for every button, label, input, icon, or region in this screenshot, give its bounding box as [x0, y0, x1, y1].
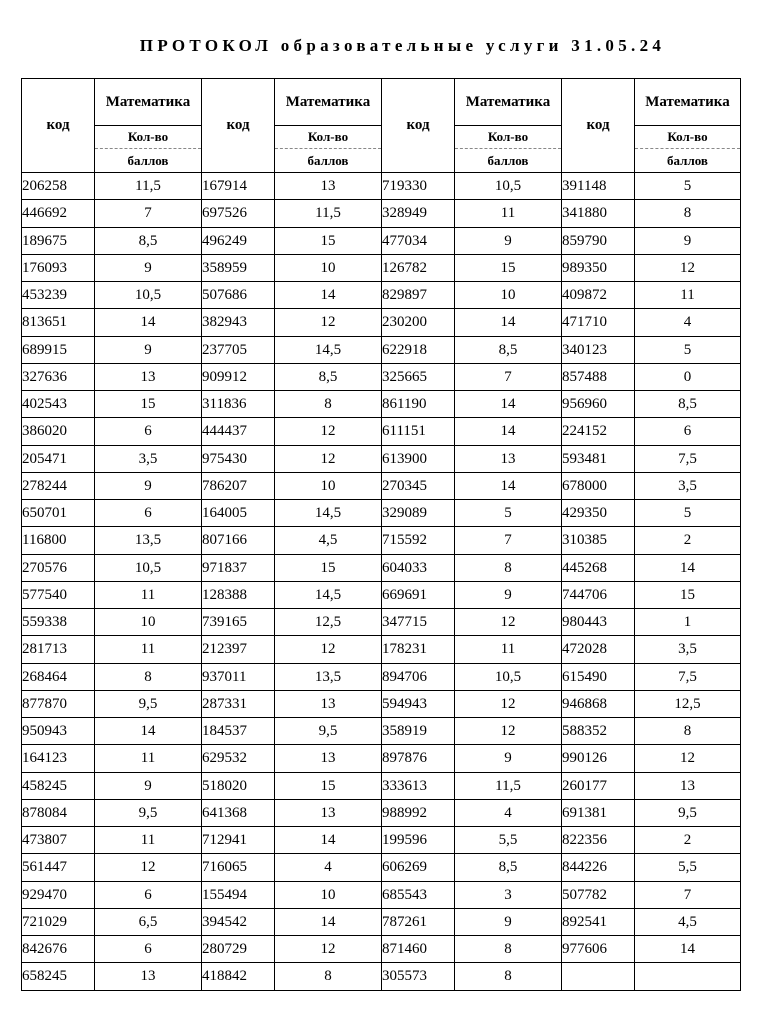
code-cell: 116800: [22, 527, 95, 554]
score-cell: 4,5: [635, 908, 741, 935]
score-cell: 11: [455, 636, 562, 663]
code-cell: 988992: [382, 799, 455, 826]
table-row: [22, 663, 741, 690]
code-cell: 641368: [202, 799, 275, 826]
score-cell: 14: [275, 908, 382, 935]
score-cell: 8,5: [455, 854, 562, 881]
score-cell: 8,5: [275, 363, 382, 390]
code-cell: 280729: [202, 936, 275, 963]
score-cell: 7: [95, 200, 202, 227]
table-row: [22, 881, 741, 908]
code-cell: 340123: [562, 336, 635, 363]
code-cell: 176093: [22, 254, 95, 281]
column-header-subject: Математика: [95, 79, 202, 126]
code-cell: 496249: [202, 227, 275, 254]
code-cell: 604033: [382, 554, 455, 581]
score-cell: 9: [455, 581, 562, 608]
code-cell: 189675: [22, 227, 95, 254]
score-cell: 0: [635, 363, 741, 390]
score-cell: 13: [95, 963, 202, 990]
score-cell: 11: [95, 827, 202, 854]
code-cell: 977606: [562, 936, 635, 963]
code-cell: 685543: [382, 881, 455, 908]
score-cell: 14,5: [275, 336, 382, 363]
column-header-code: код: [22, 79, 95, 173]
score-cell: 6: [95, 500, 202, 527]
score-cell: 14: [455, 391, 562, 418]
code-cell: 669691: [382, 581, 455, 608]
score-cell: 12: [275, 936, 382, 963]
code-cell: 268464: [22, 663, 95, 690]
score-cell: 13: [275, 745, 382, 772]
code-cell: 946868: [562, 690, 635, 717]
table-row: [22, 581, 741, 608]
code-cell: 739165: [202, 609, 275, 636]
score-cell: 5,5: [635, 854, 741, 881]
code-cell: 178231: [382, 636, 455, 663]
score-cell: 4: [635, 309, 741, 336]
score-cell: 3,5: [635, 472, 741, 499]
table-row: [22, 936, 741, 963]
score-cell: 13: [275, 799, 382, 826]
code-cell: [562, 963, 635, 990]
code-cell: 325665: [382, 363, 455, 390]
code-cell: 473807: [22, 827, 95, 854]
code-cell: 444437: [202, 418, 275, 445]
score-cell: 7: [455, 527, 562, 554]
code-cell: 453239: [22, 282, 95, 309]
code-cell: 310385: [562, 527, 635, 554]
code-cell: 859790: [562, 227, 635, 254]
score-cell: 13: [275, 173, 382, 200]
score-cell: 8: [95, 663, 202, 690]
code-cell: 980443: [562, 609, 635, 636]
code-cell: 230200: [382, 309, 455, 336]
code-cell: 650701: [22, 500, 95, 527]
code-cell: 561447: [22, 854, 95, 881]
column-header-subject: Математика: [275, 79, 382, 126]
code-cell: 206258: [22, 173, 95, 200]
code-cell: 691381: [562, 799, 635, 826]
code-cell: 871460: [382, 936, 455, 963]
table-row: [22, 282, 741, 309]
score-cell: 13,5: [95, 527, 202, 554]
score-cell: 12,5: [275, 609, 382, 636]
table-body: [22, 173, 741, 991]
score-cell: 8: [455, 963, 562, 990]
code-cell: 507782: [562, 881, 635, 908]
table-row: [22, 745, 741, 772]
code-cell: 577540: [22, 581, 95, 608]
score-cell: 14,5: [275, 581, 382, 608]
code-cell: 155494: [202, 881, 275, 908]
code-cell: 237705: [202, 336, 275, 363]
table-row: [22, 200, 741, 227]
score-cell: 12: [95, 854, 202, 881]
code-cell: 892541: [562, 908, 635, 935]
code-cell: 409872: [562, 282, 635, 309]
code-cell: 877870: [22, 690, 95, 717]
score-cell: 15: [95, 391, 202, 418]
score-cell: 14: [95, 718, 202, 745]
table-row: [22, 445, 741, 472]
code-cell: 270576: [22, 554, 95, 581]
code-cell: 184537: [202, 718, 275, 745]
table-row: [22, 472, 741, 499]
code-cell: 329089: [382, 500, 455, 527]
table-row: [22, 363, 741, 390]
score-cell: 9: [455, 745, 562, 772]
score-cell: 5: [635, 173, 741, 200]
score-cell: 11: [95, 581, 202, 608]
score-cell: 5: [455, 500, 562, 527]
score-cell: 9: [455, 227, 562, 254]
score-cell: 8: [635, 200, 741, 227]
code-cell: 878084: [22, 799, 95, 826]
score-cell: 9,5: [95, 799, 202, 826]
code-cell: 787261: [382, 908, 455, 935]
score-cell: 1: [635, 609, 741, 636]
score-cell: 5: [635, 500, 741, 527]
code-cell: 844226: [562, 854, 635, 881]
code-cell: 658245: [22, 963, 95, 990]
code-cell: 260177: [562, 772, 635, 799]
table-row: [22, 799, 741, 826]
score-cell: 15: [635, 581, 741, 608]
column-header-points: [635, 126, 741, 173]
score-cell: 9: [95, 472, 202, 499]
code-cell: 593481: [562, 445, 635, 472]
score-cell: 13,5: [275, 663, 382, 690]
score-cell: 8: [635, 718, 741, 745]
column-header-code: код: [382, 79, 455, 173]
score-cell: 3: [455, 881, 562, 908]
code-cell: 446692: [22, 200, 95, 227]
score-cell: 10: [275, 881, 382, 908]
score-cell: 10,5: [95, 554, 202, 581]
table-row: [22, 554, 741, 581]
score-cell: 9,5: [95, 690, 202, 717]
code-cell: 829897: [382, 282, 455, 309]
score-cell: 14: [635, 554, 741, 581]
code-cell: 822356: [562, 827, 635, 854]
score-cell: 7: [635, 881, 741, 908]
column-header-code: код: [202, 79, 275, 173]
score-cell: 14: [275, 827, 382, 854]
code-cell: 358959: [202, 254, 275, 281]
code-cell: 786207: [202, 472, 275, 499]
score-cell: 12: [275, 445, 382, 472]
code-cell: 167914: [202, 173, 275, 200]
table-row: [22, 391, 741, 418]
table-row: [22, 418, 741, 445]
code-cell: 813651: [22, 309, 95, 336]
code-cell: 347715: [382, 609, 455, 636]
score-cell: 15: [275, 554, 382, 581]
code-cell: 721029: [22, 908, 95, 935]
score-cell: 10: [455, 282, 562, 309]
code-cell: 429350: [562, 500, 635, 527]
code-cell: 418842: [202, 963, 275, 990]
code-cell: 507686: [202, 282, 275, 309]
score-cell: 11,5: [455, 772, 562, 799]
score-cell: 7,5: [635, 445, 741, 472]
score-cell: 10: [95, 609, 202, 636]
code-cell: 328949: [382, 200, 455, 227]
code-cell: 128388: [202, 581, 275, 608]
score-cell: 14: [455, 309, 562, 336]
score-cell: 12: [275, 418, 382, 445]
score-cell: 9,5: [635, 799, 741, 826]
code-cell: 333613: [382, 772, 455, 799]
score-cell: 8,5: [635, 391, 741, 418]
code-cell: 861190: [382, 391, 455, 418]
score-cell: 10,5: [455, 663, 562, 690]
score-cell: 8: [275, 963, 382, 990]
score-cell: 11,5: [95, 173, 202, 200]
code-cell: 281713: [22, 636, 95, 663]
code-cell: 477034: [382, 227, 455, 254]
code-cell: 613900: [382, 445, 455, 472]
points-label: баллов: [127, 153, 169, 168]
score-cell: 8: [275, 391, 382, 418]
code-cell: 971837: [202, 554, 275, 581]
score-cell: 11: [455, 200, 562, 227]
code-cell: 212397: [202, 636, 275, 663]
score-cell: 6: [95, 936, 202, 963]
score-cell: 4: [275, 854, 382, 881]
score-cell: 7,5: [635, 663, 741, 690]
code-cell: 391148: [562, 173, 635, 200]
code-cell: 559338: [22, 609, 95, 636]
code-cell: 956960: [562, 391, 635, 418]
table-row: [22, 609, 741, 636]
score-cell: 12,5: [635, 690, 741, 717]
code-cell: 857488: [562, 363, 635, 390]
code-cell: 990126: [562, 745, 635, 772]
score-cell: 14: [95, 309, 202, 336]
code-cell: 842676: [22, 936, 95, 963]
code-cell: 622918: [382, 336, 455, 363]
column-header-points: [275, 126, 382, 173]
score-cell: 14,5: [275, 500, 382, 527]
count-label: Кол-во: [95, 126, 201, 149]
code-cell: 715592: [382, 527, 455, 554]
code-cell: 697526: [202, 200, 275, 227]
code-cell: 199596: [382, 827, 455, 854]
table-row: [22, 309, 741, 336]
score-cell: 12: [455, 690, 562, 717]
score-cell: 12: [635, 745, 741, 772]
points-label: баллов: [487, 153, 529, 168]
score-cell: 11,5: [275, 200, 382, 227]
count-label: Кол-во: [275, 126, 381, 149]
score-cell: 8,5: [95, 227, 202, 254]
column-header-subject: Математика: [455, 79, 562, 126]
code-cell: 270345: [382, 472, 455, 499]
score-cell: 14: [455, 418, 562, 445]
score-cell: 8: [455, 554, 562, 581]
code-cell: 689915: [22, 336, 95, 363]
score-cell: 2: [635, 527, 741, 554]
table-row: [22, 227, 741, 254]
score-cell: 15: [275, 227, 382, 254]
code-cell: 311836: [202, 391, 275, 418]
score-cell: 3,5: [635, 636, 741, 663]
score-cell: 15: [275, 772, 382, 799]
points-label: баллов: [307, 153, 349, 168]
score-cell: 12: [635, 254, 741, 281]
code-cell: 594943: [382, 690, 455, 717]
score-cell: 10,5: [455, 173, 562, 200]
code-cell: 224152: [562, 418, 635, 445]
score-cell: 14: [635, 936, 741, 963]
score-cell: 3,5: [95, 445, 202, 472]
score-cell: 12: [455, 609, 562, 636]
score-cell: 12: [455, 718, 562, 745]
table-row: [22, 690, 741, 717]
code-cell: 472028: [562, 636, 635, 663]
score-cell: 13: [95, 363, 202, 390]
score-cell: 10: [275, 472, 382, 499]
column-header-code: код: [562, 79, 635, 173]
score-cell: 9,5: [275, 718, 382, 745]
code-cell: 445268: [562, 554, 635, 581]
score-cell: 8,5: [455, 336, 562, 363]
score-cell: 13: [455, 445, 562, 472]
code-cell: 950943: [22, 718, 95, 745]
score-cell: 12: [275, 309, 382, 336]
code-cell: 358919: [382, 718, 455, 745]
code-cell: 975430: [202, 445, 275, 472]
count-label: Кол-во: [455, 126, 561, 149]
code-cell: 164123: [22, 745, 95, 772]
code-cell: 894706: [382, 663, 455, 690]
code-cell: 989350: [562, 254, 635, 281]
code-cell: 744706: [562, 581, 635, 608]
table-row: [22, 908, 741, 935]
score-cell: 6: [635, 418, 741, 445]
score-cell: 15: [455, 254, 562, 281]
score-cell: 9: [635, 227, 741, 254]
points-label: баллов: [667, 153, 708, 168]
score-cell: 5: [635, 336, 741, 363]
code-cell: 712941: [202, 827, 275, 854]
score-cell: 5,5: [455, 827, 562, 854]
score-cell: 6: [95, 881, 202, 908]
score-cell: 4: [455, 799, 562, 826]
table-row: [22, 500, 741, 527]
code-cell: 205471: [22, 445, 95, 472]
table-row: [22, 527, 741, 554]
score-cell: 9: [95, 772, 202, 799]
column-header-points: [95, 126, 202, 173]
code-cell: 386020: [22, 418, 95, 445]
score-cell: 9: [95, 336, 202, 363]
count-label: Кол-во: [635, 126, 740, 149]
score-cell: 13: [635, 772, 741, 799]
score-cell: 8: [455, 936, 562, 963]
code-cell: 394542: [202, 908, 275, 935]
code-cell: 719330: [382, 173, 455, 200]
code-cell: 341880: [562, 200, 635, 227]
table-row: [22, 636, 741, 663]
score-cell: 14: [275, 282, 382, 309]
score-cell: 9: [95, 254, 202, 281]
column-header-points: [455, 126, 562, 173]
code-cell: 471710: [562, 309, 635, 336]
code-cell: 287331: [202, 690, 275, 717]
code-cell: 929470: [22, 881, 95, 908]
code-cell: 629532: [202, 745, 275, 772]
score-cell: [635, 963, 741, 990]
score-cell: 11: [635, 282, 741, 309]
code-cell: 909912: [202, 363, 275, 390]
score-cell: 6: [95, 418, 202, 445]
column-header-subject: Математика: [635, 79, 741, 126]
code-cell: 518020: [202, 772, 275, 799]
code-cell: 897876: [382, 745, 455, 772]
code-cell: 402543: [22, 391, 95, 418]
table-row: [22, 963, 741, 990]
score-cell: 4,5: [275, 527, 382, 554]
code-cell: 678000: [562, 472, 635, 499]
score-cell: 2: [635, 827, 741, 854]
code-cell: 588352: [562, 718, 635, 745]
table-row: [22, 827, 741, 854]
score-cell: 13: [275, 690, 382, 717]
score-cell: 6,5: [95, 908, 202, 935]
code-cell: 126782: [382, 254, 455, 281]
score-cell: 11: [95, 745, 202, 772]
code-cell: 382943: [202, 309, 275, 336]
code-cell: 278244: [22, 472, 95, 499]
table-row: [22, 854, 741, 881]
code-cell: 615490: [562, 663, 635, 690]
code-cell: 611151: [382, 418, 455, 445]
code-cell: 327636: [22, 363, 95, 390]
score-cell: 9: [455, 908, 562, 935]
score-cell: 14: [455, 472, 562, 499]
code-cell: 716065: [202, 854, 275, 881]
table-row: [22, 254, 741, 281]
page-title: ПРОТОКОЛ образовательные услуги 31.05.24: [139, 36, 666, 55]
table-row: [22, 772, 741, 799]
score-cell: 10,5: [95, 282, 202, 309]
score-cell: 11: [95, 636, 202, 663]
code-cell: 807166: [202, 527, 275, 554]
score-cell: 7: [455, 363, 562, 390]
code-cell: 606269: [382, 854, 455, 881]
table-row: [22, 718, 741, 745]
score-cell: 12: [275, 636, 382, 663]
score-cell: 10: [275, 254, 382, 281]
code-cell: 305573: [382, 963, 455, 990]
code-cell: 164005: [202, 500, 275, 527]
code-cell: 937011: [202, 663, 275, 690]
table-row: [22, 336, 741, 363]
table-row: [22, 173, 741, 200]
results-table: [21, 78, 741, 991]
code-cell: 458245: [22, 772, 95, 799]
